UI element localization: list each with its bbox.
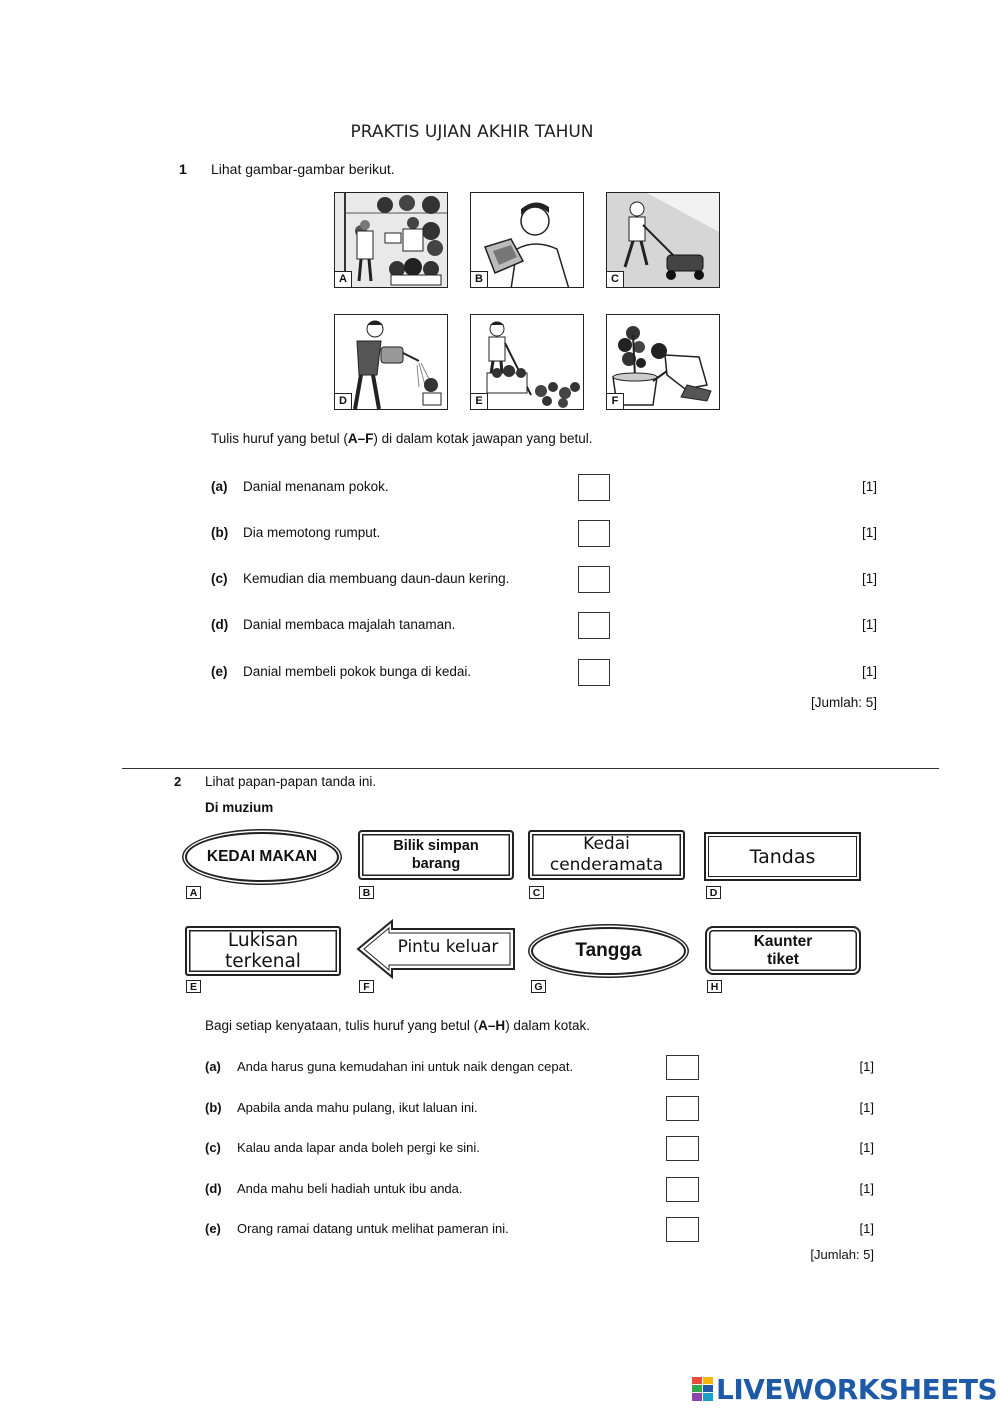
- q2-number: 2: [174, 774, 182, 789]
- q2-item-e-letter: (e): [205, 1221, 221, 1236]
- q2-item-b-mark: [1]: [859, 1100, 874, 1115]
- q1-item-d-mark: [1]: [861, 617, 877, 632]
- q1-total: [Jumlah: 5]: [810, 695, 877, 710]
- sign-d-text: Tandas: [749, 845, 816, 868]
- sign-g-label: G: [531, 980, 546, 993]
- q2-item-c-text: Kalau anda lapar anda boleh pergi ke sini.: [237, 1140, 480, 1155]
- q1-item-d-text: Danial membaca majalah tanaman.: [243, 617, 456, 632]
- q1-task-pre: Tulis huruf yang betul (: [211, 431, 348, 446]
- q2-item-d-text: Anda mahu beli hadiah untuk ibu anda.: [237, 1181, 463, 1196]
- sign-h-line1: Kaunter: [753, 932, 813, 950]
- q2-task-post: ) dalam kotak.: [505, 1018, 590, 1033]
- sign-g-text: Tangga: [575, 940, 642, 961]
- sign-a-label: A: [186, 886, 201, 899]
- sign-e-line1: Lukisan: [227, 930, 299, 951]
- q2-item-e-mark: [1]: [859, 1221, 874, 1236]
- q2-item-a-mark: [1]: [859, 1059, 874, 1074]
- q1-task-range: A–F: [347, 431, 374, 446]
- q1-item-e-mark: [1]: [861, 664, 877, 679]
- picture-f-label: F: [607, 393, 624, 409]
- q2-item-c-mark: [1]: [859, 1140, 874, 1155]
- q1-item-c-letter: (c): [211, 571, 228, 586]
- q1-item-d-answer-box[interactable]: [578, 612, 610, 639]
- q2-item-d-letter: (d): [205, 1181, 222, 1196]
- picture-f: [606, 314, 720, 410]
- picture-b: [470, 192, 584, 288]
- sign-b-label: B: [359, 886, 374, 899]
- page-title: PRAKTIS UJIAN AKHIR TAHUN: [350, 122, 594, 142]
- q2-item-d-answer-box[interactable]: [666, 1177, 699, 1202]
- q1-item-e-text: Danial membeli pokok bunga di kedai.: [243, 664, 472, 679]
- sign-f: [354, 918, 518, 980]
- liveworksheets-logo-icon: [692, 1376, 714, 1402]
- q1-item-c-answer-box[interactable]: [578, 566, 610, 593]
- sign-h-label: H: [707, 980, 722, 993]
- q2-item-b-answer-box[interactable]: [666, 1096, 699, 1121]
- q1-item-c-text: Kemudian dia membuang daun-daun kering.: [243, 571, 510, 586]
- q2-subtitle: Di muzium: [205, 800, 274, 815]
- sign-c: [528, 830, 685, 880]
- q1-item-a-text: Danial menanam pokok.: [243, 479, 389, 494]
- q1-item-a-mark: [1]: [861, 479, 877, 494]
- sign-a-text: KEDAI MAKAN: [206, 848, 318, 865]
- q1-item-b-letter: (b): [211, 525, 229, 540]
- picture-c-label: C: [607, 271, 624, 287]
- q2-task: [205, 1018, 590, 1033]
- sign-d: [704, 832, 861, 881]
- picture-e-label: E: [471, 393, 488, 409]
- q1-item-e-letter: (e): [211, 664, 228, 679]
- sign-b-line2: barang: [411, 856, 461, 872]
- sign-f-label: F: [359, 980, 374, 993]
- q2-item-b-text: Apabila anda mahu pulang, ikut laluan ini.: [237, 1100, 478, 1115]
- q1-item-d-letter: (d): [211, 617, 229, 632]
- sign-a: [185, 832, 339, 882]
- q1-item-e-answer-box[interactable]: [578, 659, 610, 686]
- picture-b-label: B: [471, 271, 488, 287]
- picture-a-label: A: [335, 271, 352, 287]
- q1-item-b-text: Dia memotong rumput.: [243, 525, 381, 540]
- liveworksheets-logo[interactable]: [692, 1372, 997, 1406]
- q1-task-post: ) di dalam kotak jawapan yang betul.: [373, 431, 593, 446]
- q2-item-a-letter: (a): [205, 1059, 221, 1074]
- sign-h-line2: tiket: [767, 950, 799, 968]
- sign-f-text: Pintu keluar: [397, 937, 499, 957]
- sign-b: [358, 830, 514, 880]
- sign-d-label: D: [706, 886, 721, 899]
- picture-d: [334, 314, 448, 410]
- sign-c-line2: cenderamata: [549, 855, 664, 875]
- section-divider: [122, 768, 939, 769]
- q1-task: [211, 431, 592, 446]
- q1-item-a-answer-box[interactable]: [578, 474, 610, 501]
- picture-c: [606, 192, 720, 288]
- q1-item-b-answer-box[interactable]: [578, 520, 610, 547]
- q2-total: [Jumlah: 5]: [810, 1247, 874, 1262]
- q2-item-d-mark: [1]: [859, 1181, 874, 1196]
- sign-e-line2: terkenal: [225, 951, 301, 972]
- sign-e: [185, 926, 341, 976]
- sign-c-label: C: [529, 886, 544, 899]
- q2-item-c-letter: (c): [205, 1140, 221, 1155]
- q1-instruction: Lihat gambar-gambar berikut.: [211, 161, 395, 177]
- sign-h: [705, 926, 861, 975]
- sign-e-label: E: [186, 980, 201, 993]
- q2-instruction: Lihat papan-papan tanda ini.: [205, 774, 377, 789]
- q1-item-c-mark: [1]: [861, 571, 877, 586]
- q2-task-range: A–H: [478, 1018, 506, 1033]
- picture-a: [334, 192, 448, 288]
- picture-d-label: D: [335, 393, 352, 409]
- q2-item-a-answer-box[interactable]: [666, 1055, 699, 1080]
- q2-item-c-answer-box[interactable]: [666, 1136, 699, 1161]
- q1-item-a-letter: (a): [211, 479, 228, 494]
- q2-task-pre: Bagi setiap kenyataan, tulis huruf yang betul (: [205, 1018, 479, 1033]
- sign-b-line1: Bilik simpan: [393, 838, 479, 854]
- q2-item-a-text: Anda harus guna kemudahan ini untuk naik dengan cepat.: [237, 1059, 574, 1074]
- q2-item-e-text: Orang ramai datang untuk melihat pameran ini.: [237, 1221, 509, 1236]
- q1-item-b-mark: [1]: [861, 525, 877, 540]
- q1-number: 1: [179, 161, 187, 177]
- picture-e: [470, 314, 584, 410]
- liveworksheets-brand-text: LIVEWORKSHEETS: [716, 1372, 998, 1406]
- sign-g: [531, 927, 686, 975]
- q2-item-b-letter: (b): [205, 1100, 222, 1115]
- q2-item-e-answer-box[interactable]: [666, 1217, 699, 1242]
- sign-c-line1: Kedai: [583, 834, 630, 854]
